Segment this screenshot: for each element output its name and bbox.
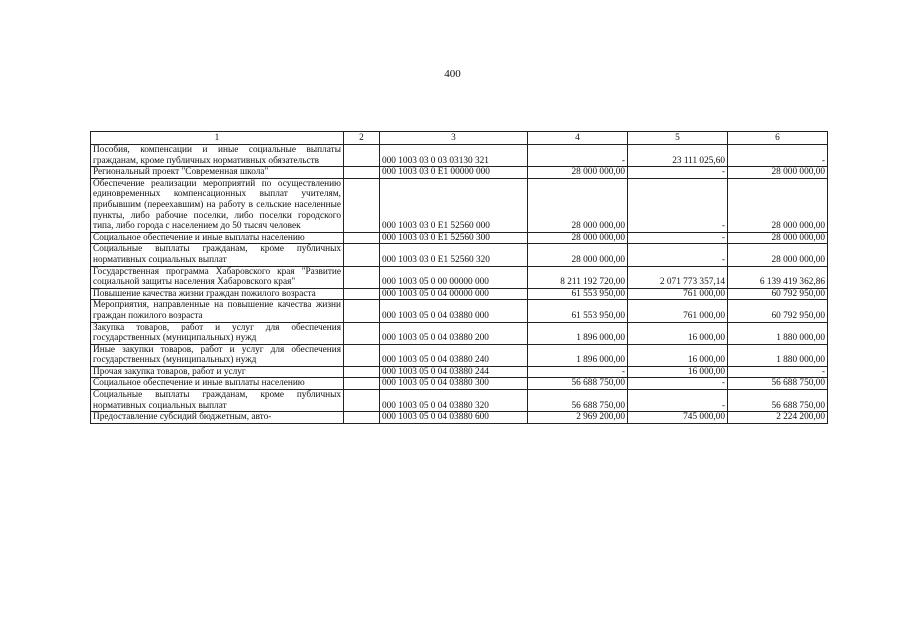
row-value-6: 60 792 950,00: [728, 300, 828, 322]
row-value-4: 1 896 000,00: [528, 344, 628, 366]
row-value-6: -: [728, 145, 828, 167]
table-row: [91, 145, 828, 167]
table-row: [91, 390, 828, 412]
row-name: Иные закупки товаров, работ и услуг для обеспечения государственных (муниципальных) нужд: [91, 344, 344, 366]
row-col2: [344, 412, 380, 424]
row-value-5: -: [628, 178, 728, 232]
row-value-6: 6 139 419 362,86: [728, 266, 828, 288]
row-value-4: 61 553 950,00: [528, 288, 628, 300]
row-value-5: 16 000,00: [628, 322, 728, 344]
row-name: Социальное обеспечение и иные выплаты населению: [91, 232, 344, 244]
row-value-4: 8 211 192 720,00: [528, 266, 628, 288]
row-value-4: 1 896 000,00: [528, 322, 628, 344]
row-name: Региональный проект "Современная школа": [91, 167, 344, 179]
row-col2: [344, 300, 380, 322]
table-row: [91, 288, 828, 300]
table-row: [91, 266, 828, 288]
header-row: [91, 132, 828, 145]
row-name: Закупка товаров, работ и услуг для обеспечения государственных (муниципальных) нужд: [91, 322, 344, 344]
row-value-5: 761 000,00: [628, 288, 728, 300]
row-code: 000 1003 03 0 E1 52560 000: [380, 178, 528, 232]
row-value-6: 56 688 750,00: [728, 390, 828, 412]
row-name: Мероприятия, направленные на повышение качества жизни граждан пожилого возраста: [91, 300, 344, 322]
row-value-5: -: [628, 244, 728, 266]
row-code: 000 1003 05 0 04 03880 244: [380, 366, 528, 378]
header-col-1: 1: [91, 132, 344, 145]
row-code: 000 1003 05 0 04 03880 320: [380, 390, 528, 412]
row-value-5: -: [628, 390, 728, 412]
row-value-5: 745 000,00: [628, 412, 728, 424]
row-value-5: 16 000,00: [628, 344, 728, 366]
row-value-5: 761 000,00: [628, 300, 728, 322]
row-name: Социальное обеспечение и иные выплаты населению: [91, 378, 344, 390]
row-name: Социальные выплаты гражданам, кроме публичных нормативных социальных выплат: [91, 244, 344, 266]
row-name: Повышение качества жизни граждан пожилого возраста: [91, 288, 344, 300]
row-code: 000 1003 05 0 04 03880 000: [380, 300, 528, 322]
row-value-6: 28 000 000,00: [728, 244, 828, 266]
header-col-3: 3: [380, 132, 528, 145]
row-value-4: 28 000 000,00: [528, 244, 628, 266]
row-col2: [344, 390, 380, 412]
row-code: 000 1003 05 0 04 03880 600: [380, 412, 528, 424]
header-col-4: 4: [528, 132, 628, 145]
row-value-4: 61 553 950,00: [528, 300, 628, 322]
row-name: Обеспечение реализации мероприятий по осуществлению единовременных компенсационных выплат учителям, прибывшим (переехавшим) на работу в сельские населенные пункты, либо рабочие поселки, либо поселки городского типа, либо города с населением до 50 тысяч человек: [91, 178, 344, 232]
table-row: [91, 378, 828, 390]
row-col2: [344, 167, 380, 179]
row-value-4: 28 000 000,00: [528, 232, 628, 244]
row-code: 000 1003 03 0 E1 52560 300: [380, 232, 528, 244]
row-code: 000 1003 03 0 E1 00000 000: [380, 167, 528, 179]
table-row: [91, 344, 828, 366]
table-row: [91, 244, 828, 266]
row-value-4: 28 000 000,00: [528, 178, 628, 232]
row-value-6: 60 792 950,00: [728, 288, 828, 300]
row-value-4: -: [528, 145, 628, 167]
row-value-6: 28 000 000,00: [728, 232, 828, 244]
table-row: [91, 412, 828, 424]
row-value-5: -: [628, 378, 728, 390]
row-code: 000 1003 05 0 04 03880 300: [380, 378, 528, 390]
row-value-4: -: [528, 366, 628, 378]
header-col-2: 2: [344, 132, 380, 145]
row-code: 000 1003 05 0 04 00000 000: [380, 288, 528, 300]
row-value-6: -: [728, 366, 828, 378]
row-value-6: 28 000 000,00: [728, 178, 828, 232]
row-value-6: 56 688 750,00: [728, 378, 828, 390]
row-value-4: 56 688 750,00: [528, 390, 628, 412]
row-value-6: 1 880 000,00: [728, 344, 828, 366]
table-row: [91, 178, 828, 232]
row-col2: [344, 244, 380, 266]
row-col2: [344, 232, 380, 244]
row-col2: [344, 145, 380, 167]
table-row: [91, 300, 828, 322]
row-code: 000 1003 03 0 E1 52560 320: [380, 244, 528, 266]
row-col2: [344, 322, 380, 344]
row-value-5: 23 111 025,60: [628, 145, 728, 167]
row-value-6: 2 224 200,00: [728, 412, 828, 424]
row-value-5: -: [628, 167, 728, 179]
row-value-5: 2 071 773 357,14: [628, 266, 728, 288]
row-col2: [344, 288, 380, 300]
row-col2: [344, 366, 380, 378]
row-value-5: -: [628, 232, 728, 244]
page-number: 400: [444, 68, 461, 80]
row-code: 000 1003 05 0 00 00000 000: [380, 266, 528, 288]
header-col-5: 5: [628, 132, 728, 145]
row-value-5: 16 000,00: [628, 366, 728, 378]
row-col2: [344, 378, 380, 390]
row-value-6: 28 000 000,00: [728, 167, 828, 179]
table-row: [91, 322, 828, 344]
row-value-4: 56 688 750,00: [528, 378, 628, 390]
header-col-6: 6: [728, 132, 828, 145]
row-col2: [344, 266, 380, 288]
row-col2: [344, 178, 380, 232]
row-code: 000 1003 05 0 04 03880 240: [380, 344, 528, 366]
table-row: [91, 232, 828, 244]
row-name: Государственная программа Хабаровского края "Развитие социальной защиты населения Хабаровского края": [91, 266, 344, 288]
row-code: 000 1003 05 0 04 03880 200: [380, 322, 528, 344]
row-name: Пособия, компенсации и иные социальные выплаты гражданам, кроме публичных нормативных обязательств: [91, 145, 344, 167]
row-col2: [344, 344, 380, 366]
table-row: [91, 366, 828, 378]
row-value-4: 28 000 000,00: [528, 167, 628, 179]
row-value-4: 2 969 200,00: [528, 412, 628, 424]
budget-table: [90, 131, 828, 424]
row-value-6: 1 880 000,00: [728, 322, 828, 344]
row-name: Прочая закупка товаров, работ и услуг: [91, 366, 344, 378]
table-row: [91, 167, 828, 179]
row-code: 000 1003 03 0 03 03130 321: [380, 145, 528, 167]
row-name: Социальные выплаты гражданам, кроме публичных нормативных социальных выплат: [91, 390, 344, 412]
row-name: Предоставление субсидий бюджетным, авто-: [91, 412, 344, 424]
